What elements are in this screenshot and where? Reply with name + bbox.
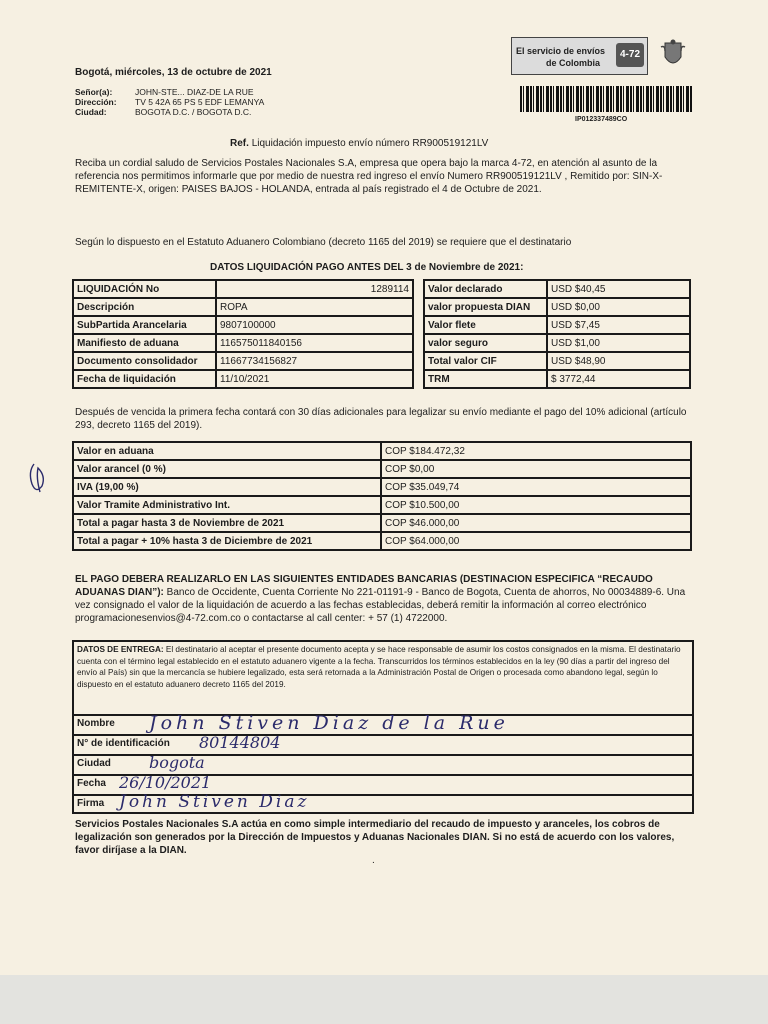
logo-line-1: El servicio de envíos <box>516 46 606 56</box>
delivery-heading: DATOS DE ENTREGA: <box>77 645 164 654</box>
delivery-field-label: Ciudad <box>77 758 111 769</box>
delivery-field-label: Firma <box>77 798 105 809</box>
table-row <box>424 298 690 316</box>
table-cell-label: Total a pagar hasta 3 de Noviembre de 2021 <box>73 514 381 532</box>
delivery-field-date <box>74 774 692 794</box>
table-cell-value: USD $7,45 <box>547 316 690 334</box>
company-logo <box>511 37 691 77</box>
barcode-number: IP012337489CO <box>575 116 628 123</box>
table-cell-label: Valor flete <box>424 316 547 334</box>
recipient-label: Señor(a): <box>75 87 113 97</box>
table-row <box>73 514 691 532</box>
table-row <box>73 352 413 370</box>
coat-of-arms-icon <box>659 39 687 71</box>
table-row <box>73 442 691 460</box>
reference-line <box>230 138 488 149</box>
table-row <box>73 334 413 352</box>
table-row <box>73 478 691 496</box>
bank-text: Banco de Occidente, Cuenta Corriente No 221-01191-9 - Banco de Bogota, Cuenta de ahorros, No 00034889-6. Una vez consignado el valor de la liquidación de acuerdo a las fechas establecidas, deberá remitir la información al correo electrónico programacionesenvios@4-72.com.co o contactarse al call center: + 57 (1) 4722000. <box>75 587 686 624</box>
intro-paragraph: Reciba un cordial saludo de Servicios Postales Nacionales S.A, empresa que opera bajo la marca 4-72, en atención al asunto de la referencia nos permitimos informarle que por medio de nuestra red ingreso el envío Numero RR900519121LV , Remitido por: SIN-X-REMITENTE-X, origen: PAISES BAJOS - HOLANDA, entrada al país registrado el 4 de Octubre de 2021. <box>75 158 663 195</box>
handwritten-city: bogota <box>149 753 205 772</box>
scan-background <box>0 975 768 1024</box>
expiry-paragraph: Después de vencida la primera fecha contará con 30 días adicionales para legalizar su envío mediante el pago del 10% adicional (artículo 293, decreto 1165 del 2019). <box>75 407 687 431</box>
table-cell-label: Descripción <box>73 298 216 316</box>
logo-box <box>511 37 648 75</box>
table-row <box>424 316 690 334</box>
table-cell-label: valor propuesta DIAN <box>424 298 547 316</box>
barcode <box>520 86 692 112</box>
table-cell-value: 9807100000 <box>216 316 413 334</box>
liquidation-section-title: DATOS LIQUIDACIÓN PAGO ANTES DEL 3 de Noviembre de 2021: <box>210 262 524 273</box>
table-cell-label: SubPartida Arancelaria <box>73 316 216 334</box>
table-cell-value: COP $0,00 <box>381 460 691 478</box>
table-cell-value: COP $64.000,00 <box>381 532 691 550</box>
delivery-field-signature <box>74 794 692 814</box>
letter-date: Bogotá, miércoles, 13 de octubre de 2021 <box>75 67 272 78</box>
bank-heading: EL PAGO DEBERA REALIZARLO EN LAS SIGUIENTES ENTIDADES BANCARIAS (DESTINACION ESPECIFICA “RECAUDO ADUANAS DIAN”): <box>75 574 653 598</box>
table-cell-value: ROPA <box>216 298 413 316</box>
table-cell-value: COP $184.472,32 <box>381 442 691 460</box>
table-row <box>73 496 691 514</box>
values-table <box>423 279 691 389</box>
table-cell-label: Valor arancel (0 %) <box>73 460 381 478</box>
city-label: Ciudad: <box>75 107 107 117</box>
table-row <box>424 370 690 388</box>
table-cell-label: Valor Tramite Administrativo Int. <box>73 496 381 514</box>
recipient-address: TV 5 42A 65 PS 5 EDF LEMANYA <box>135 97 265 107</box>
delivery-field-city <box>74 754 692 774</box>
delivery-box <box>72 640 694 814</box>
delivery-field-id <box>74 734 692 754</box>
table-cell-value: 116575011840156 <box>216 334 413 352</box>
reference-prefix: Ref. <box>230 138 249 149</box>
table-row <box>73 460 691 478</box>
totals-table <box>72 441 692 551</box>
table-cell-label: Total valor CIF <box>424 352 547 370</box>
table-cell-value: 11/10/2021 <box>216 370 413 388</box>
footer-dot: . <box>372 855 375 866</box>
table-cell-label: LIQUIDACIÓN No <box>73 280 216 298</box>
table-cell-value: 1289114 <box>216 280 413 298</box>
table-row <box>73 298 413 316</box>
table-cell-label: valor seguro <box>424 334 547 352</box>
reference-text: Liquidación impuesto envío número RR900519121LV <box>251 138 489 149</box>
table-cell-label: Total a pagar + 10% hasta 3 de Diciembre de 2021 <box>73 532 381 550</box>
table-cell-value: COP $35.049,74 <box>381 478 691 496</box>
delivery-field-label: Fecha <box>77 778 106 789</box>
table-cell-label: IVA (19,00 %) <box>73 478 381 496</box>
delivery-text <box>77 644 687 690</box>
table-cell-value: USD $1,00 <box>547 334 690 352</box>
table-cell-value: 11667734156827 <box>216 352 413 370</box>
table-cell-value: USD $0,00 <box>547 298 690 316</box>
statute-paragraph: Según lo dispuesto en el Estatuto Aduanero Colombiano (decreto 1165 del 2019) se requiere que el destinatario <box>75 237 572 248</box>
delivery-field-label: Nombre <box>77 718 115 729</box>
table-row <box>424 280 690 298</box>
handwritten-mark <box>26 458 50 498</box>
recipient-name: JOHN-STE... DIAZ-DE LA RUE <box>135 87 254 97</box>
recipient-block <box>75 87 264 117</box>
table-row <box>424 334 690 352</box>
table-cell-label: Documento consolidador <box>73 352 216 370</box>
table-cell-label: Valor declarado <box>424 280 547 298</box>
recipient-city: BOGOTA D.C. / BOGOTA D.C. <box>135 107 252 117</box>
bank-paragraph <box>75 573 695 625</box>
delivery-body: El destinatario al aceptar el presente documento acepta y se hace responsable de asumir los costos consignados en la misma. El destinatario cuenta con el término legal establecido en el estatuto aduanero vigente a la fecha. Transcurridos los términos establecidos en la ley (90 días a partir del ingreso del envío al País) sin que la mercancía se hubiere legalizado, esta será retornada a la Administración Postal de Origen o procesada como abandono legal, según lo dispuesto en el estatuto aduanero decreto 1165 del 2019. <box>77 645 681 689</box>
table-cell-value: USD $40,45 <box>547 280 690 298</box>
table-cell-value: $ 3772,44 <box>547 370 690 388</box>
handwritten-name: John Stiven Diaz de la Rue <box>149 712 509 734</box>
table-cell-label: TRM <box>424 370 547 388</box>
table-row <box>73 532 691 550</box>
delivery-field-label: N° de identificación <box>77 738 170 749</box>
address-label: Dirección: <box>75 97 117 107</box>
table-cell-value: USD $48,90 <box>547 352 690 370</box>
table-cell-value: COP $10.500,00 <box>381 496 691 514</box>
table-row <box>73 280 413 298</box>
table-cell-label: Fecha de liquidación <box>73 370 216 388</box>
logo-badge: 4-72 <box>616 43 644 67</box>
handwritten-signature: John Stiven Diaz <box>119 792 310 812</box>
footer-disclaimer: Servicios Postales Nacionales S.A actúa en como simple intermediario del recaudo de impuesto y aranceles, los cobros de legalización son generados por la Dirección de Impuestos y Aduanas Nacionales DIAN. Si no está de acuerdo con los valores, favor diríjase a la DIAN. <box>75 819 675 856</box>
handwritten-date: 26/10/2021 <box>119 773 212 792</box>
table-cell-label: Valor en aduana <box>73 442 381 460</box>
table-row <box>73 316 413 334</box>
liquidation-table <box>72 279 414 389</box>
delivery-field-name <box>74 714 692 734</box>
handwritten-id: 80144804 <box>199 733 281 752</box>
logo-line-2: de Colombia <box>546 58 601 68</box>
table-row <box>424 352 690 370</box>
table-cell-label: Manifiesto de aduana <box>73 334 216 352</box>
table-cell-value: COP $46.000,00 <box>381 514 691 532</box>
table-row <box>73 370 413 388</box>
